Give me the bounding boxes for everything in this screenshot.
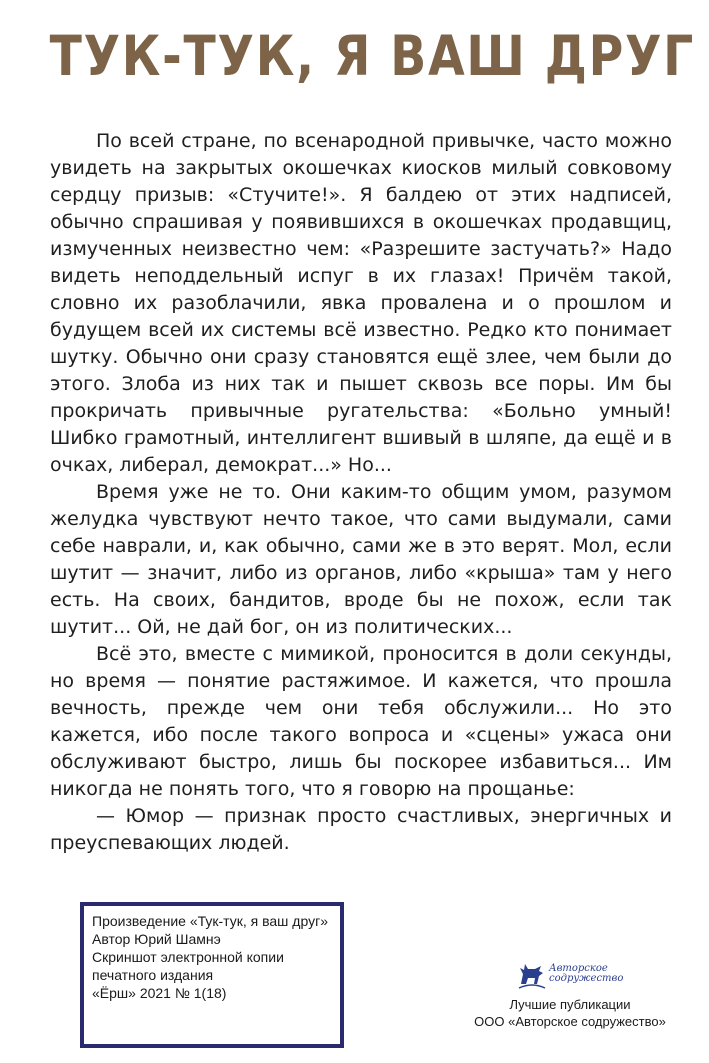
publisher-block: [470, 958, 670, 1030]
info-box: [80, 902, 344, 1048]
publisher-logo: [505, 958, 635, 992]
paragraph: Время уже не то. Они каким-то общим умом, разумом желудка чувствуют нечто такое, что сами выдумали, сами себе наврали, и, как обычно, сами же в это верят. Мол, если шутит — значит, либо из органов, либо «крыша» там у него есть. На своих, бандитов, вроде бы не похож, если так шутит... Ой, не дай бог, он из политических...: [50, 481, 672, 638]
info-line: Автор Юрий Шамнэ: [92, 931, 221, 947]
article-body: [50, 128, 672, 857]
logo-text-line: содружество: [549, 973, 624, 984]
paragraph: Всё это, вместе с мимикой, проносится в доли секунды, но время — понятие растяжимое. И кажется, что прошла вечность, прежде чем они тебя обслужили... Но это кажется, ибо после такого вопроса и «сцены» ужаса они обслуживают быстро, лишь бы поскорее избавиться... Им никогда не понять того, что я говорю на прощанье:: [50, 643, 672, 800]
logo-text-line: Авторское: [549, 963, 608, 974]
publisher-line: ООО «Авторское содружество»: [474, 1014, 666, 1029]
info-line: печатного издания: [92, 967, 214, 983]
info-line: «Ёрш» 2021 № 1(18): [92, 985, 227, 1001]
goat-icon: [515, 958, 549, 992]
info-line: Произведение «Тук-тук, я ваш друг»: [92, 913, 328, 929]
article-title: ТУК-ТУК, Я ВАШ ДРУГ: [49, 24, 696, 88]
info-line: Скриншот электронной копии: [92, 949, 284, 965]
logo-text: [549, 964, 623, 984]
publisher-line: Лучшие публикации: [509, 997, 631, 1012]
paragraph: — Юмор — признак просто счастливых, энергичных и преуспевающих людей.: [50, 805, 672, 854]
paragraph: По всей стране, по всенародной привычке, часто можно увидеть на закрытых окошечках киосков милый совковому сердцу призыв: «Стучите!». Я балдею от этих надписей, обычно спрашивая у появившихся в окошечках продавщиц, измученных неизвестно чем: «Разрешите застучать?» Надо видеть неподдельный испуг в их глазах! Причём такой, словно их разоблачили, явка провалена и о прошлом и будущем всей их системы всё известно. Редко кто понимает шутку. Обычно они сразу становятся ещё злее, чем были до этого. Злоба из них так и пышет сквозь все поры. Им бы прокричать привычные ругательства: «Больно умный! Шибко грамотный, интеллигент вшивый в шляпе, да ещё и в очках, либерал, демократ...» Но...: [50, 130, 672, 476]
